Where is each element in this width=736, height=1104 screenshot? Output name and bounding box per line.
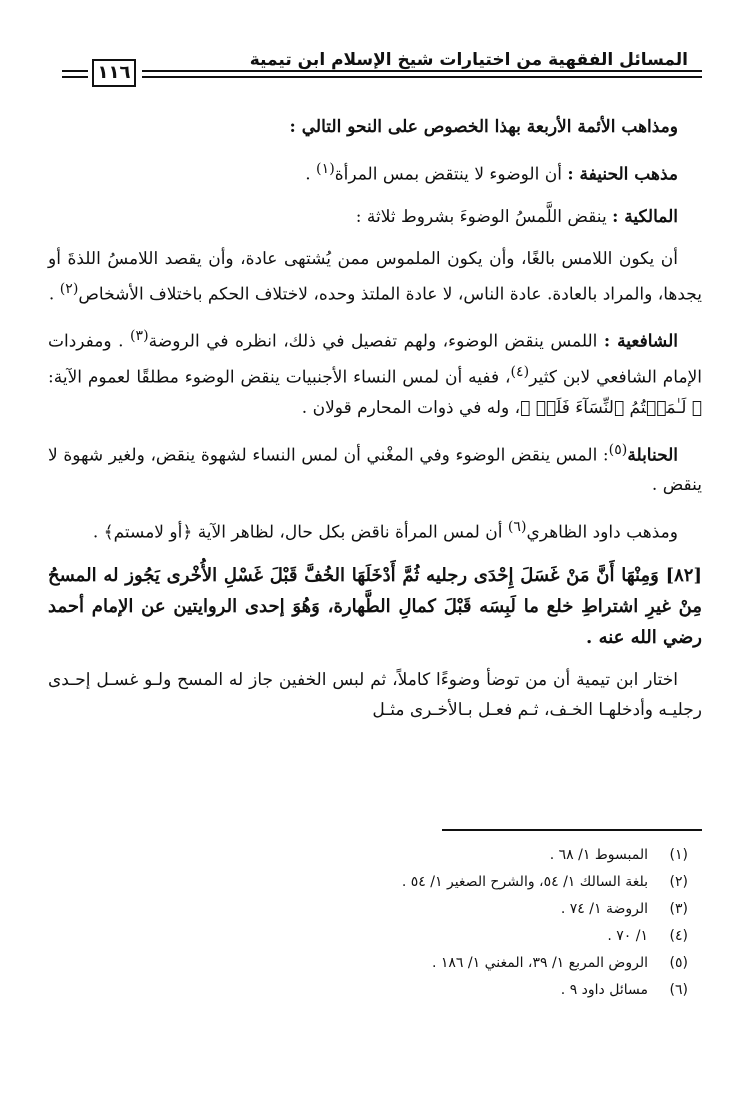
footnote — [48, 869, 688, 896]
paragraph-text: ينقض اللَّمسُ الوضوءَ بشروط ثلاثة : — [355, 206, 613, 227]
paragraph-text: . ومفردات الإمام الشافعي لابن كثير — [48, 331, 703, 388]
school-name: الشافعية : — [603, 331, 678, 352]
footnote-ref: (٢) — [59, 280, 79, 297]
footnote-text: الروضة ١/ ٧٤ . — [560, 901, 648, 917]
running-title: المسائل الفقهية من اختيارات شيخ الإسلام ابن تيمية — [249, 50, 688, 70]
footnote-ref: (٥) — [608, 441, 628, 458]
footnote — [48, 977, 688, 1004]
paragraph-text: أن الوضوء لا ينتقض بمس المرأة — [334, 164, 568, 185]
school-name: مذهب الحنيفة : — [567, 164, 678, 185]
header-rule — [62, 76, 88, 78]
footnote-number: (٢) — [669, 874, 688, 890]
footnote-number: (١) — [669, 847, 688, 863]
paragraph-text: أن يكون اللامس بالغًا، وأن يكون الملموس ممن يُشتهى عادة، وأن يقصد اللامسُ اللذةَ أو يجدها، والمراد بالعادة. عادة الناس، لا عادة الملتذ وحده، لاختلاف الحكم باختلاف الأشخاص — [48, 248, 702, 305]
paragraph-text: ، ففيه أن لمس النساء الأجنبيات ينقض الوضوء مطلقًا لعموم الآية: ﴿ لَـٰمَسۡتُمُ ٱلنِّسَآءَ فَلَمۡ ﴾، وله في ذوات المحارم قولان . — [48, 367, 702, 418]
header-rule — [142, 70, 702, 72]
school-name: الحنابلة — [627, 445, 678, 466]
header-rule — [142, 76, 702, 78]
paragraph-text: اللمس ينقض الوضوء، ولهم تفصيل في ذلك، انظره في الروضة — [148, 331, 604, 352]
footnote — [48, 923, 688, 950]
footnote-number: (٦) — [669, 982, 688, 998]
paragraph-text: أن لمس المرأة ناقض بكل حال، لظاهر الآية ﴿أو لامستم﴾ . — [92, 522, 508, 543]
footnote-ref: (٣) — [130, 328, 149, 345]
paragraph-text: . — [305, 164, 317, 185]
paragraph-text: ومذهب داود الظاهري — [526, 522, 678, 543]
footnote-number: (٣) — [669, 901, 688, 917]
paragraph-maliki-conditions — [48, 244, 702, 310]
paragraph-intro — [48, 112, 702, 142]
footnote — [48, 896, 688, 923]
paragraph-text: : المس ينقض الوضوء وفي المغْني أن لمس النساء لشهوة ينقض، ولغير شهوة لا ينقض . — [48, 445, 702, 496]
page-header — [0, 0, 736, 100]
footnote-text: بلغة السالك ١/ ٥٤، والشرح الصغير ١/ ٥٤ . — [401, 874, 648, 890]
page-number: ١١٦ — [92, 59, 136, 87]
issue-text: [٨٢] وَمِنْهَا أَنَّ مَنْ غَسَلَ إِحْدَى رجليه ثُمَّ أَدْخَلَهَا الخُفَّ قَبْلَ غَسْلِ الأُخْرى يَجُوز له المسحُ مِنْ غيرِ اشتراطِ خلع ما لَبِسَه قَبْلَ كمالِ الطَّهارة، وَهُوَ إحدى الروايتين عن الإمام أحمد رضي الله عنه . — [48, 564, 702, 648]
paragraph-text: اختار ابن تيمية أن من توضأ وضوءًا كاملاً، ثم لبس الخفين جاز له المسح ولـو غسـل إحـدى رجليـه وأدخلهـا الخـف، ثـم فعـل بـالأخـرى مثـل — [48, 669, 702, 720]
footnote-number: (٤) — [669, 928, 688, 944]
paragraph-dawud — [48, 512, 702, 548]
header-rule — [62, 70, 88, 72]
paragraph-ibn-taymiyya — [48, 665, 702, 725]
paragraph-hanafi — [48, 154, 702, 190]
paragraph-shafii — [48, 321, 702, 422]
issue-82 — [48, 560, 702, 653]
main-text — [48, 112, 702, 737]
footnote-text: الروض المربع ١/ ٣٩، المغني ١/ ١٨٦ . — [431, 955, 648, 971]
footnote-text: مسائل داود ٩ . — [560, 982, 648, 998]
paragraph-hanbali — [48, 435, 702, 501]
footnote — [48, 950, 688, 977]
footnote-text: ١/ ٧٠ . — [607, 928, 648, 944]
footnote-ref: (٦) — [507, 519, 527, 536]
school-name: المالكية : — [612, 206, 678, 227]
footnote-ref: (١) — [316, 161, 335, 177]
footnotes — [48, 842, 688, 1004]
footnote-text: المبسوط ١/ ٦٨ . — [549, 847, 648, 863]
paragraph-text: ومذاهب الأئمة الأربعة بهذا الخصوص على النحو التالي : — [289, 117, 678, 137]
paragraph-text: . — [48, 284, 60, 305]
footnote — [48, 842, 688, 869]
footnote-separator — [442, 829, 702, 831]
paragraph-maliki — [48, 202, 702, 232]
footnote-number: (٥) — [669, 955, 688, 971]
footnote-ref: (٤) — [510, 363, 530, 380]
